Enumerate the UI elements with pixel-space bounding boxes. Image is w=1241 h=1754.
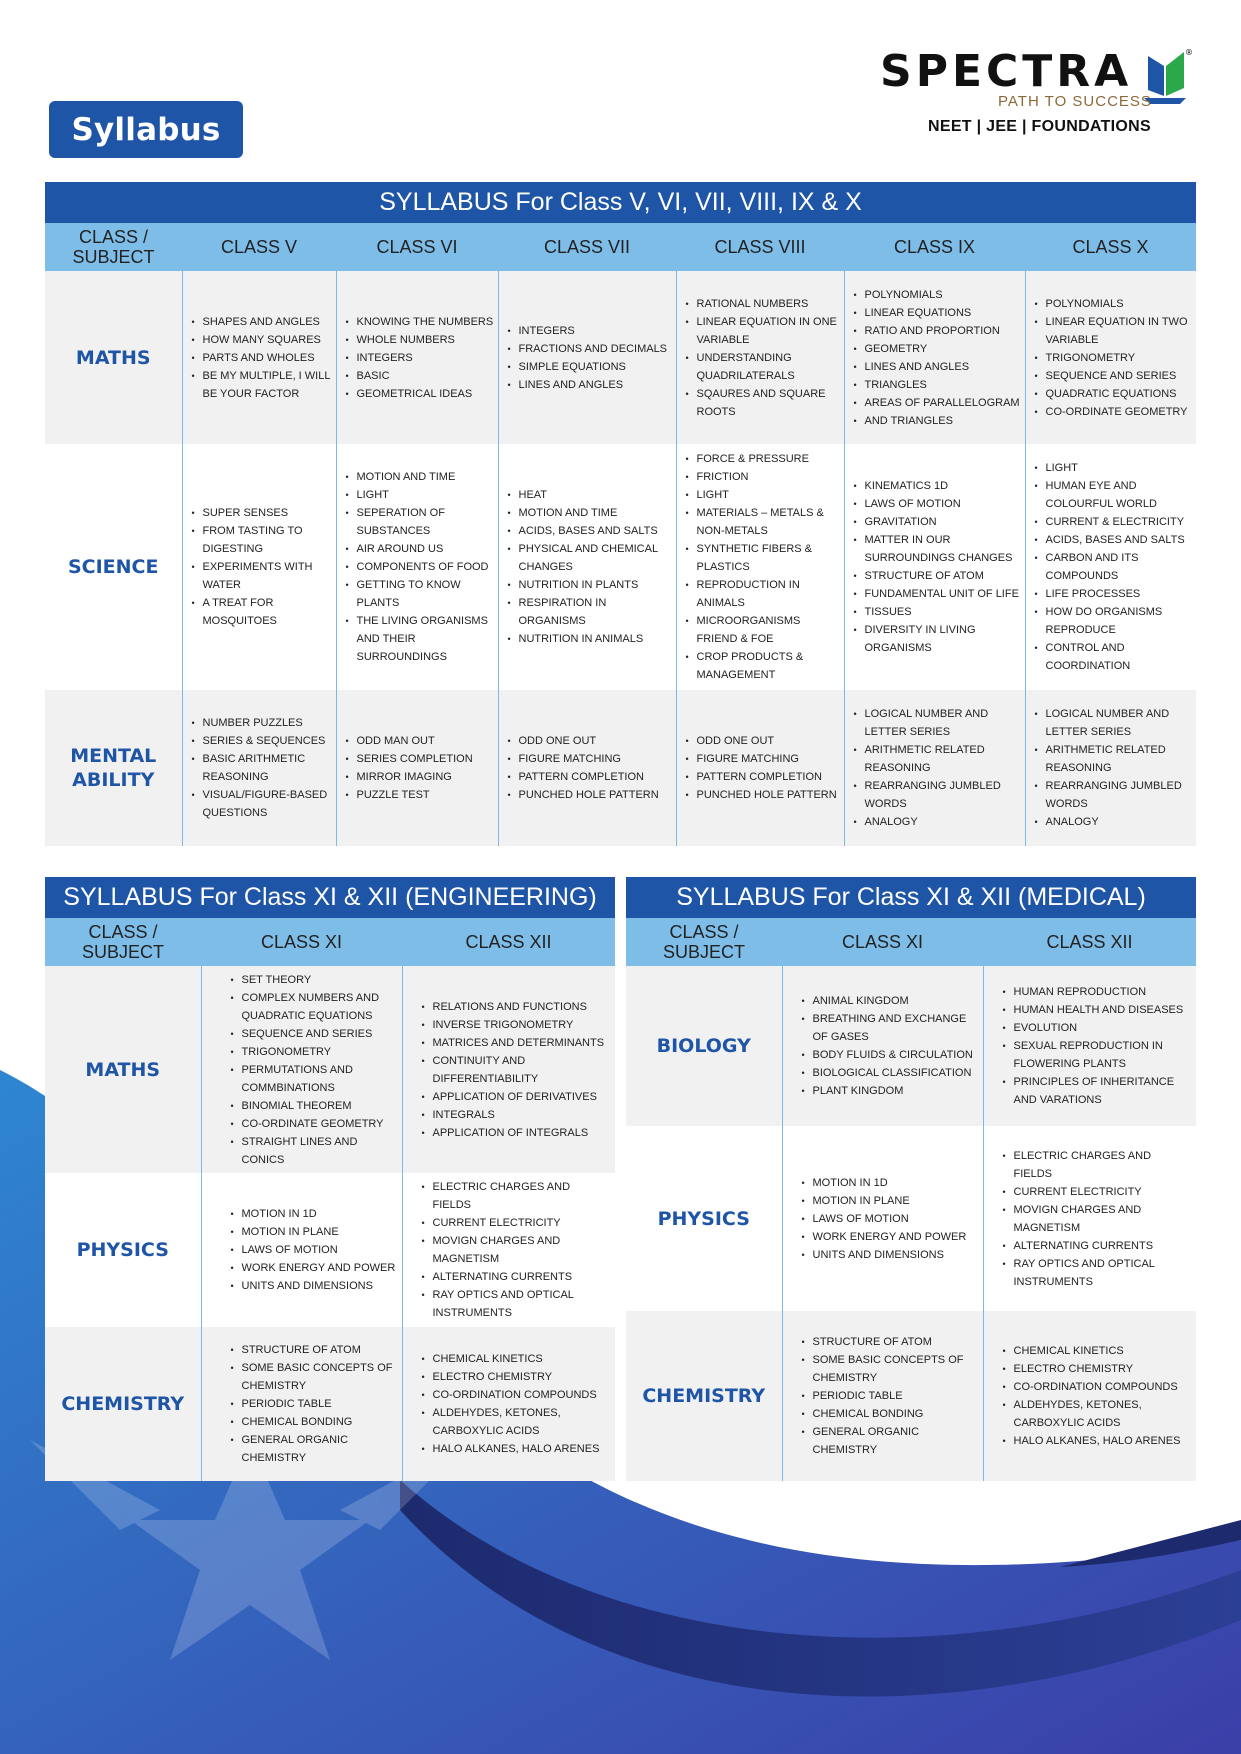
topic-item: • ANALOGY [1034, 813, 1193, 831]
topic-list [1034, 705, 1193, 831]
topic-cell [498, 444, 676, 690]
topic-cell [782, 1126, 983, 1311]
topic-item: • FRACTIONS AND DECIMALS [507, 340, 672, 358]
topic-item: • APPLICATION OF DERIVATIVES [421, 1088, 612, 1106]
topic-item: • KNOWING THE NUMBERS [345, 313, 494, 331]
subject-label: MATHS [45, 966, 201, 1173]
topic-item: • SET THEORY [230, 971, 398, 989]
topic-item: • SEPERATION OF SUBSTANCES [345, 504, 494, 540]
topic-item: • GETTING TO KNOW PLANTS [345, 576, 494, 612]
topic-item: • MOVIGN CHARGES AND MAGNETISM [421, 1232, 612, 1268]
topic-item: • ALTERNATING CURRENTS [1002, 1237, 1193, 1255]
table-title: SYLLABUS For Class V, VI, VII, VIII, IX & X [45, 182, 1196, 223]
topic-item: • BE MY MULTIPLE, I WILL BE YOUR FACTOR [191, 367, 332, 403]
topic-list [507, 732, 672, 804]
topic-item: • EVOLUTION [1002, 1019, 1193, 1037]
topic-item: • RAY OPTICS AND OPTICAL INSTRUMENTS [421, 1286, 612, 1322]
topic-item: • GRAVITATION [853, 513, 1021, 531]
topic-cell [1025, 690, 1196, 846]
topic-item: • UNITS AND DIMENSIONS [230, 1277, 398, 1295]
syllabus-table-engineering [45, 877, 615, 1481]
topic-item: • ANIMAL KINGDOM [801, 992, 979, 1010]
topic-item: • LINEAR EQUATION IN TWO VARIABLE [1034, 313, 1193, 349]
topic-list [421, 1178, 612, 1322]
topic-item: • ODD ONE OUT [685, 732, 840, 750]
topic-item: • ACIDS, BASES AND SALTS [1034, 531, 1193, 549]
registered-mark: ® [1185, 48, 1193, 57]
subject-label: CHEMISTRY [626, 1311, 782, 1481]
topic-item: • ELECTRIC CHARGES AND FIELDS [1002, 1147, 1193, 1183]
topic-list [685, 732, 840, 804]
topic-list [1034, 295, 1193, 421]
topic-item: • INVERSE TRIGONOMETRY [421, 1016, 612, 1034]
topic-item: • TRIANGLES [853, 376, 1021, 394]
topic-item: • HUMAN EYE AND COLOURFUL WORLD [1034, 477, 1193, 513]
topic-item: • ALTERNATING CURRENTS [421, 1268, 612, 1286]
topic-item: • CARBON AND ITS COMPOUNDS [1034, 549, 1193, 585]
topic-item: • SYNTHETIC FIBERS & PLASTICS [685, 540, 840, 576]
topic-list [685, 295, 840, 421]
topic-item: • RATIO AND PROPORTION [853, 322, 1021, 340]
topic-item: • MICROORGANISMS FRIEND & FOE [685, 612, 840, 648]
topic-item: • BASIC ARITHMETIC REASONING [191, 750, 332, 786]
topic-item: • ARITHMETIC RELATED REASONING [1034, 741, 1193, 777]
subject-label: SCIENCE [45, 444, 182, 690]
topic-item: • ELECTRO CHEMISTRY [1002, 1360, 1193, 1378]
topic-item: • BODY FLUIDS & CIRCULATION [801, 1046, 979, 1064]
topic-item: • INTEGERS [507, 322, 672, 340]
column-header-class: CLASS X [1025, 223, 1196, 271]
topic-item: • MATERIALS – METALS & NON-METALS [685, 504, 840, 540]
topic-list [1002, 1342, 1193, 1450]
topic-item: • NUMBER PUZZLES [191, 714, 332, 732]
topic-item: • SUPER SENSES [191, 504, 332, 522]
topic-item: • MOTION AND TIME [507, 504, 672, 522]
topic-list [345, 468, 494, 666]
topic-cell [336, 444, 498, 690]
topic-item: • POLYNOMIALS [1034, 295, 1193, 313]
topic-list [1002, 1147, 1193, 1291]
table-row [45, 966, 615, 1173]
syllabus-table-medical [626, 877, 1196, 1481]
topic-item: • COMPONENTS OF FOOD [345, 558, 494, 576]
topic-cell [782, 1311, 983, 1481]
topic-item: • TISSUES [853, 603, 1021, 621]
topic-item: • KINEMATICS 1D [853, 477, 1021, 495]
topic-item: • LAWS OF MOTION [801, 1210, 979, 1228]
topic-item: • GENERAL ORGANIC CHEMISTRY [801, 1423, 979, 1459]
topic-item: • REARRANGING JUMBLED WORDS [853, 777, 1021, 813]
topic-cell [402, 1173, 615, 1327]
topic-item: • ODD ONE OUT [507, 732, 672, 750]
topic-cell [336, 690, 498, 846]
topic-item: • LIGHT [345, 486, 494, 504]
topic-item: • CROP PRODUCTS & MANAGEMENT [685, 648, 840, 684]
topic-item: • FRICTION [685, 468, 840, 486]
topic-item: • RATIONAL NUMBERS [685, 295, 840, 313]
topic-item: • UNDERSTANDING QUADRILATERALS [685, 349, 840, 385]
topic-item: • PUNCHED HOLE PATTERN [685, 786, 840, 804]
table-row [45, 690, 1196, 846]
topic-item: • DIVERSITY IN LIVING ORGANISMS [853, 621, 1021, 657]
column-header-class: CLASS VII [498, 223, 676, 271]
column-header-class: CLASS VIII [676, 223, 844, 271]
topic-item: • CO-ORDINATE GEOMETRY [1034, 403, 1193, 421]
topic-item: • SQAURES AND SQUARE ROOTS [685, 385, 840, 421]
topic-item: • MIRROR IMAGING [345, 768, 494, 786]
topic-cell [182, 444, 336, 690]
topic-item: • RAY OPTICS AND OPTICAL INSTRUMENTS [1002, 1255, 1193, 1291]
topic-item: • MATRICES AND DETERMINANTS [421, 1034, 612, 1052]
topic-list [1034, 459, 1193, 675]
topic-cell [983, 1126, 1196, 1311]
topic-list [345, 313, 494, 403]
topic-item: • PHYSICAL AND CHEMICAL CHANGES [507, 540, 672, 576]
topic-item: • FIGURE MATCHING [507, 750, 672, 768]
topic-item: • MATTER IN OUR SURROUNDINGS CHANGES [853, 531, 1021, 567]
topic-item: • STRUCTURE OF ATOM [801, 1333, 979, 1351]
topic-item: • CONTINUITY AND DIFFERENTIABILITY [421, 1052, 612, 1088]
topic-item: • COMPLEX NUMBERS AND QUADRATIC EQUATIONS [230, 989, 398, 1025]
topic-item: • PUZZLE TEST [345, 786, 494, 804]
table-row [626, 966, 1196, 1126]
topic-item: • STRAIGHT LINES AND CONICS [230, 1133, 398, 1169]
topic-cell [201, 966, 402, 1173]
topic-item: • ELECTRO CHEMISTRY [421, 1368, 612, 1386]
table-row [626, 1126, 1196, 1311]
topic-item: • SERIES & SEQUENCES [191, 732, 332, 750]
topic-cell [182, 690, 336, 846]
topic-item: • AREAS OF PARALLELOGRAM [853, 394, 1021, 412]
topic-list [230, 1341, 398, 1467]
topic-item: • LINEAR EQUATIONS [853, 304, 1021, 322]
topic-item: • PATTERN COMPLETION [507, 768, 672, 786]
topic-item: • FORCE & PRESSURE [685, 450, 840, 468]
topic-item: • BIOLOGICAL CLASSIFICATION [801, 1064, 979, 1082]
topic-item: • ACIDS, BASES AND SALTS [507, 522, 672, 540]
topic-item: • CHEMICAL KINETICS [1002, 1342, 1193, 1360]
topic-cell [1025, 444, 1196, 690]
column-header-class: CLASS XI [201, 918, 402, 966]
topic-list [801, 992, 979, 1100]
topic-item: • CHEMICAL KINETICS [421, 1350, 612, 1368]
topic-item: • NUTRITION IN ANIMALS [507, 630, 672, 648]
topic-list [191, 504, 332, 630]
topic-item: • BREATHING AND EXCHANGE OF GASES [801, 1010, 979, 1046]
topic-list [507, 322, 672, 394]
topic-item: • THE LIVING ORGANISMS AND THEIR SURROUNDINGS [345, 612, 494, 666]
topic-list [1002, 983, 1193, 1109]
topic-item: • ALDEHYDES, KETONES, CARBOXYLIC ACIDS [421, 1404, 612, 1440]
topic-item: • SIMPLE EQUATIONS [507, 358, 672, 376]
topic-item: • ODD MAN OUT [345, 732, 494, 750]
syllabus-table-junior [45, 182, 1196, 846]
topic-item: • LINES AND ANGLES [853, 358, 1021, 376]
topic-cell [676, 690, 844, 846]
topic-list [230, 971, 398, 1169]
topic-item: • SOME BASIC CONCEPTS OF CHEMISTRY [801, 1351, 979, 1387]
topic-cell [676, 444, 844, 690]
topic-item: • PLANT KINGDOM [801, 1082, 979, 1100]
topic-item: • PUNCHED HOLE PATTERN [507, 786, 672, 804]
topic-cell [201, 1173, 402, 1327]
table-row [45, 444, 1196, 690]
topic-item: • CHEMICAL BONDING [230, 1413, 398, 1431]
topic-cell [676, 271, 844, 444]
topic-item: • TRIGONOMETRY [230, 1043, 398, 1061]
column-header-class: CLASS XII [402, 918, 615, 966]
column-header-class: CLASS XI [782, 918, 983, 966]
topic-list [801, 1174, 979, 1264]
topic-item: • MOTION IN 1D [230, 1205, 398, 1223]
topic-item: • INTEGRALS [421, 1106, 612, 1124]
topic-item: • NUTRITION IN PLANTS [507, 576, 672, 594]
topic-item: • CURRENT ELECTRICITY [421, 1214, 612, 1232]
topic-item: • GEOMETRICAL IDEAS [345, 385, 494, 403]
column-header-subject: CLASS / SUBJECT [626, 918, 782, 966]
topic-item: • PRINCIPLES OF INHERITANCE AND VARATIONS [1002, 1073, 1193, 1109]
topic-cell [402, 1327, 615, 1481]
topic-cell [1025, 271, 1196, 444]
topic-item: • SOME BASIC CONCEPTS OF CHEMISTRY [230, 1359, 398, 1395]
topic-cell [844, 690, 1025, 846]
syllabus-badge: Syllabus [49, 101, 243, 158]
topic-cell [983, 1311, 1196, 1481]
logo-wordmark: SPECTRA [880, 46, 1133, 97]
topic-list [801, 1333, 979, 1459]
subject-label: PHYSICS [626, 1126, 782, 1311]
topic-item: • PERIODIC TABLE [230, 1395, 398, 1413]
topic-item: • UNITS AND DIMENSIONS [801, 1246, 979, 1264]
topic-item: • PARTS AND WHOLES [191, 349, 332, 367]
topic-item: • LINES AND ANGLES [507, 376, 672, 394]
topic-list [421, 1350, 612, 1458]
subject-label: PHYSICS [45, 1173, 201, 1327]
topic-item: • SEQUENCE AND SERIES [230, 1025, 398, 1043]
topic-item: • LINEAR EQUATION IN ONE VARIABLE [685, 313, 840, 349]
topic-item: • HOW MANY SQUARES [191, 331, 332, 349]
topic-item: • BASIC [345, 367, 494, 385]
topic-item: • STRUCTURE OF ATOM [853, 567, 1021, 585]
topic-item: • MOTION IN PLANE [230, 1223, 398, 1241]
column-header-class: CLASS V [182, 223, 336, 271]
topic-cell [844, 271, 1025, 444]
topic-item: • AND TRIANGLES [853, 412, 1021, 430]
topic-item: • MOVIGN CHARGES AND MAGNETISM [1002, 1201, 1193, 1237]
topic-item: • GENERAL ORGANIC CHEMISTRY [230, 1431, 398, 1467]
topic-list [853, 477, 1021, 657]
topic-item: • HUMAN HEALTH AND DISEASES [1002, 1001, 1193, 1019]
topic-item: • CURRENT ELECTRICITY [1002, 1183, 1193, 1201]
topic-item: • HUMAN REPRODUCTION [1002, 983, 1193, 1001]
topic-list [421, 998, 612, 1142]
topic-item: • APPLICATION OF INTEGRALS [421, 1124, 612, 1142]
topic-item: • SEXUAL REPRODUCTION IN FLOWERING PLANTS [1002, 1037, 1193, 1073]
topic-item: • CURRENT & ELECTRICITY [1034, 513, 1193, 531]
table-row [626, 1311, 1196, 1481]
subject-label: CHEMISTRY [45, 1327, 201, 1481]
topic-item: • LIGHT [1034, 459, 1193, 477]
table-row [45, 271, 1196, 444]
topic-item: • SHAPES AND ANGLES [191, 313, 332, 331]
table-title: SYLLABUS For Class XI & XII (MEDICAL) [626, 877, 1196, 918]
topic-item: • CONTROL AND COORDINATION [1034, 639, 1193, 675]
column-header-class: CLASS XII [983, 918, 1196, 966]
topic-item: • LAWS OF MOTION [853, 495, 1021, 513]
topic-item: • STRUCTURE OF ATOM [230, 1341, 398, 1359]
topic-list [191, 714, 332, 822]
topic-item: • ALDEHYDES, KETONES, CARBOXYLIC ACIDS [1002, 1396, 1193, 1432]
topic-item: • MOTION AND TIME [345, 468, 494, 486]
table-row [45, 1327, 615, 1481]
topic-item: • HEAT [507, 486, 672, 504]
topic-item: • GEOMETRY [853, 340, 1021, 358]
topic-item: • PERIODIC TABLE [801, 1387, 979, 1405]
topic-item: • CO-ORDINATION COMPOUNDS [421, 1386, 612, 1404]
topic-item: • LOGICAL NUMBER AND LETTER SERIES [853, 705, 1021, 741]
topic-item: • HALO ALKANES, HALO ARENES [1002, 1432, 1193, 1450]
logo-tagline: PATH TO SUCCESS [998, 93, 1152, 110]
column-header-class: CLASS VI [336, 223, 498, 271]
topic-item: • CO-ORDINATION COMPOUNDS [1002, 1378, 1193, 1396]
topic-item: • LIFE PROCESSES [1034, 585, 1193, 603]
topic-item: • HOW DO ORGANISMS REPRODUCE [1034, 603, 1193, 639]
topic-cell [498, 271, 676, 444]
topic-cell [182, 271, 336, 444]
topic-item: • A TREAT FOR MOSQUITOES [191, 594, 332, 630]
topic-item: • EXPERIMENTS WITH WATER [191, 558, 332, 594]
topic-cell [336, 271, 498, 444]
topic-list [191, 313, 332, 403]
subject-label: MENTAL ABILITY [45, 690, 182, 846]
spectra-logo [880, 48, 1196, 143]
topic-cell [782, 966, 983, 1126]
topic-list [230, 1205, 398, 1295]
topic-item: • FIGURE MATCHING [685, 750, 840, 768]
topic-cell [844, 444, 1025, 690]
topic-item: • SEQUENCE AND SERIES [1034, 367, 1193, 385]
topic-cell [498, 690, 676, 846]
topic-list [507, 486, 672, 648]
topic-cell [201, 1327, 402, 1481]
topic-item: • BINOMIAL THEOREM [230, 1097, 398, 1115]
topic-item: • AIR AROUND US [345, 540, 494, 558]
column-header-subject: CLASS / SUBJECT [45, 223, 182, 271]
topic-item: • SERIES COMPLETION [345, 750, 494, 768]
subject-label: BIOLOGY [626, 966, 782, 1126]
table-row [45, 1173, 615, 1327]
topic-list [685, 450, 840, 684]
logo-subtitle: NEET | JEE | FOUNDATIONS [928, 118, 1151, 135]
topic-item: • RESPIRATION IN ORGANISMS [507, 594, 672, 630]
topic-item: • WORK ENERGY AND POWER [801, 1228, 979, 1246]
topic-list [853, 286, 1021, 430]
topic-item: • MOTION IN 1D [801, 1174, 979, 1192]
subject-label: MATHS [45, 271, 182, 444]
topic-item: • LIGHT [685, 486, 840, 504]
column-header-subject: CLASS / SUBJECT [45, 918, 201, 966]
topic-item: • MOTION IN PLANE [801, 1192, 979, 1210]
table-title: SYLLABUS For Class XI & XII (ENGINEERING) [45, 877, 615, 918]
topic-item: • LAWS OF MOTION [230, 1241, 398, 1259]
topic-item: • REARRANGING JUMBLED WORDS [1034, 777, 1193, 813]
topic-item: • FUNDAMENTAL UNIT OF LIFE [853, 585, 1021, 603]
topic-item: • WHOLE NUMBERS [345, 331, 494, 349]
topic-item: • POLYNOMIALS [853, 286, 1021, 304]
topic-list [853, 705, 1021, 831]
topic-item: • PERMUTATIONS AND COMMBINATIONS [230, 1061, 398, 1097]
topic-item: • PATTERN COMPLETION [685, 768, 840, 786]
topic-item: • HALO ALKANES, HALO ARENES [421, 1440, 612, 1458]
topic-item: • QUADRATIC EQUATIONS [1034, 385, 1193, 403]
topic-item: • REPRODUCTION IN ANIMALS [685, 576, 840, 612]
topic-cell [402, 966, 615, 1173]
topic-item: • VISUAL/FIGURE-BASED QUESTIONS [191, 786, 332, 822]
topic-item: • ANALOGY [853, 813, 1021, 831]
topic-item: • INTEGERS [345, 349, 494, 367]
topic-item: • TRIGONOMETRY [1034, 349, 1193, 367]
topic-item: • LOGICAL NUMBER AND LETTER SERIES [1034, 705, 1193, 741]
topic-item: • FROM TASTING TO DIGESTING [191, 522, 332, 558]
topic-cell [983, 966, 1196, 1126]
topic-list [345, 732, 494, 804]
topic-item: • ELECTRIC CHARGES AND FIELDS [421, 1178, 612, 1214]
topic-item: • RELATIONS AND FUNCTIONS [421, 998, 612, 1016]
column-header-class: CLASS IX [844, 223, 1025, 271]
topic-item: • CHEMICAL BONDING [801, 1405, 979, 1423]
topic-item: • CO-ORDINATE GEOMETRY [230, 1115, 398, 1133]
topic-item: • WORK ENERGY AND POWER [230, 1259, 398, 1277]
topic-item: • ARITHMETIC RELATED REASONING [853, 741, 1021, 777]
